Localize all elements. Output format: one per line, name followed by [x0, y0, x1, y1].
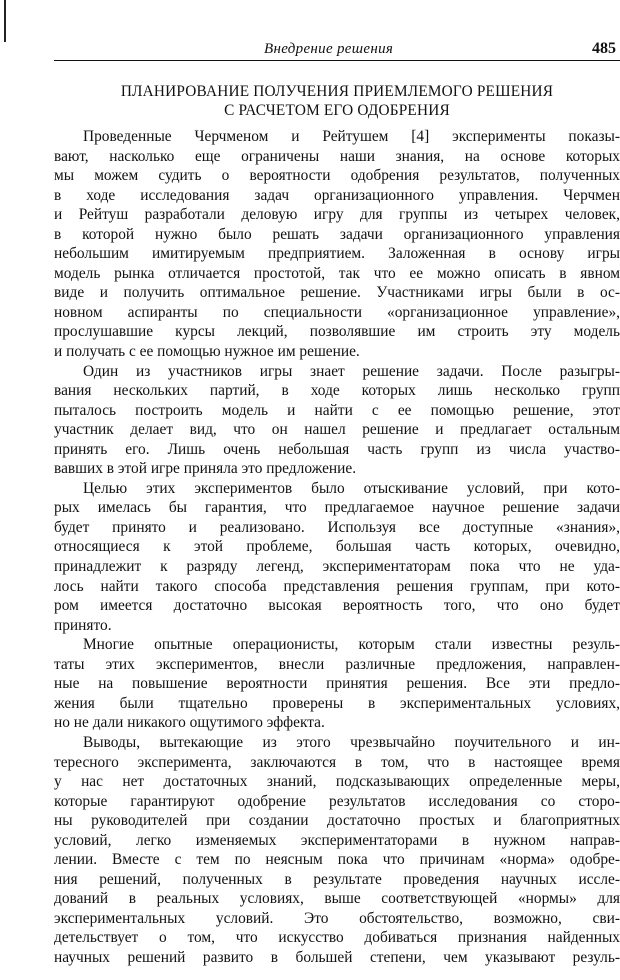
- text-line: тересного эксперимента, заключаются в том, что в настоящее время: [54, 753, 620, 771]
- text-line: ные на повышение вероятности принятия решения. Все эти предло-: [54, 675, 620, 693]
- text-line: вавших в этой игре приняла это предложение.: [54, 460, 357, 478]
- text-line: экспериментальных условий. Это обстоятельство, возможно, сви-: [54, 909, 620, 927]
- text-line: новном аспиранты по специальности «организационное управление»,: [54, 303, 620, 321]
- text-line: ния решений, полученных в результате проведения научных иссле-: [54, 870, 620, 888]
- text-line: мы можем судить о вероятности одобрения результатов, полученных: [54, 167, 620, 185]
- text-line: принадлежит к разряду легенд, экспериментаторам пока что не уда-: [54, 558, 620, 576]
- text-line: небольшим имитируемым предприятием. Заложенная в основу игры: [54, 245, 620, 263]
- text-line: жения были тщательно проверены в экспериментальных условиях,: [54, 694, 620, 712]
- text-line: прослушавшие курсы лекций, позволявшие им строить эту модель: [54, 323, 620, 341]
- text-line: лось найти такого способа представления решения группам, при кото-: [54, 577, 620, 595]
- text-line: пыталось построить модель и найти с ее помощью решение, этот: [54, 401, 620, 419]
- text-line: которые гарантируют одобрение результатов исследования со сторо-: [54, 792, 620, 810]
- running-header: [54, 38, 620, 61]
- text-line: вания нескольких партий, в ходе которых лишь несколько групп: [54, 382, 620, 400]
- text-line: модель рынка отличается простотой, так что ее можно описать в явном: [54, 264, 620, 282]
- text-line: детельствует о том, что искусство добиваться признания найденных: [54, 929, 620, 947]
- text-line: виде и получить оптимальное решение. Участниками игры были в ос-: [54, 284, 620, 302]
- text-line: принять его. Лишь очень небольшая часть групп из числа участво-: [54, 440, 620, 458]
- running-title: Внедрение решения: [264, 41, 394, 57]
- text-line: Выводы, вытекающие из этого чрезвычайно поучительного и ин-: [83, 733, 620, 751]
- text-line: Многие опытные операционисты, которым стали известны резуль-: [83, 636, 620, 654]
- section-heading-line-2: С РАСЧЕТОМ ЕГО ОДОБРЕНИЯ: [224, 102, 450, 119]
- page-edge-mark: [4, 0, 6, 42]
- text-line: у нас нет достаточных знаний, подсказывающих определенные меры,: [54, 773, 620, 791]
- text-line: в ходе исследования задач организационного управления. Черчмен: [54, 186, 620, 204]
- text-line: ром имеется достаточно высокая вероятность того, что оно будет: [54, 597, 620, 615]
- section-heading-line-1: ПЛАНИРОВАНИЕ ПОЛУЧЕНИЯ ПРИЕМЛЕМОГО РЕШЕНИЯ: [120, 83, 554, 100]
- text-line: вают, насколько еще ограничены наши знания, на основе которых: [54, 147, 620, 165]
- text-line: но не дали никакого ощутимого эффекта.: [54, 714, 325, 732]
- text-line: таты этих экспериментов, внесли различные предложения, направлен-: [54, 655, 620, 673]
- section-heading: [54, 82, 620, 120]
- text-line: дований в реальных условиях, выше соответствующей «нормы» для: [54, 890, 620, 908]
- text-line: Проведенные Черчменом и Рейтушем [4] эксперименты показы-: [83, 128, 620, 145]
- text-line: будет принято и реализовано. Используя все доступные «знания»,: [54, 518, 620, 536]
- text-line: ны руководителей при создании достаточно простых и благоприятных: [54, 812, 620, 830]
- text-line: рых имелась бы гарантия, что предлагаемое научное решение задачи: [54, 499, 620, 517]
- text-line: и получать с ее помощью нужное им решение.: [54, 343, 360, 361]
- text-line: и Рейтуш разработали деловую игру для группы из четырех человек,: [54, 206, 620, 224]
- text-line: в которой нужно было решать задачи организационного управления: [54, 225, 620, 243]
- text-line: относящиеся к этой проблеме, большая часть которых, очевидно,: [54, 538, 620, 556]
- text-line: лении. Вместе с тем по неясным пока что причинам «норма» одобре-: [54, 851, 620, 869]
- text-line: Целью этих экспериментов было отыскивание условий, при кото-: [83, 479, 620, 497]
- page-number: 485: [592, 40, 616, 57]
- text-line: Один из участников игры знает решение задачи. После разыгры-: [83, 362, 620, 380]
- text-line: научных решений развито в большей степени, чем указывают резуль-: [54, 948, 620, 966]
- text-line: участник делает вид, что он нашел решение и предлагает остальным: [54, 421, 620, 439]
- text-line: условий, легко изменяемых экспериментаторами в нужном направ-: [54, 831, 620, 849]
- body-text: [54, 127, 620, 968]
- text-line: принято.: [54, 616, 112, 634]
